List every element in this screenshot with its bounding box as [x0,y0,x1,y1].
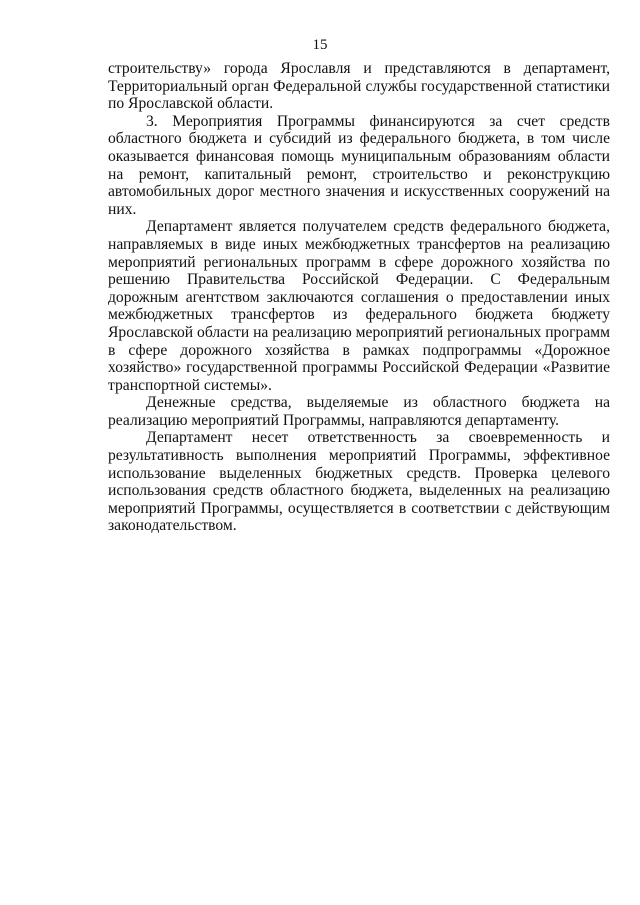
paragraph-regional-funds: Денежные средства, выделяемые из областного бюджета на реализацию мероприятий Программы, направляются департаменту. [108,394,610,429]
paragraph-financing: 3. Мероприятия Программы финансируются за счет средств областного бюджета и субсидий из федерального бюджета, в том числе оказывается финансовая помощь муниципальным образованиям области на ремонт, капитальный ремонт, строительство и реконструкцию автомобильных дорог местного значения и искусственных сооружений на них. [108,112,610,218]
paragraph-continuation: строительству» города Ярославля и представляются в департамент, Территориальный орган Федеральной службы государственной статистики по Ярославской области. [108,60,610,113]
document-body [108,60,610,535]
paragraph-federal-budget-recipient: Департамент является получателем средств федерального бюджета, направляемых в виде иных межбюджетных трансфертов на реализацию мероприятий региональных программ в сфере дорожного хозяйства по решению Правительства Российской Федерации. С Федеральным дорожным агентством заключаются соглашения о предоставлении иных межбюджетных трансфертов из федерального бюджета бюджету Ярославской области на реализацию мероприятий региональных программ в сфере дорожного хозяйства в рамках подпрограммы «Дорожное хозяйство» государственной программы Российской Федерации «Развитие транспортной системы». [108,218,610,394]
paragraph-responsibility: Департамент несет ответственность за своевременность и результативность выполнения мероприятий Программы, эффективное использование выделенных бюджетных средств. Проверка целевого использования средств областного бюджета, выделенных на реализацию мероприятий Программы, осуществляется в соответствии с действующим законодательством. [108,429,610,535]
page-number: 15 [312,37,328,53]
